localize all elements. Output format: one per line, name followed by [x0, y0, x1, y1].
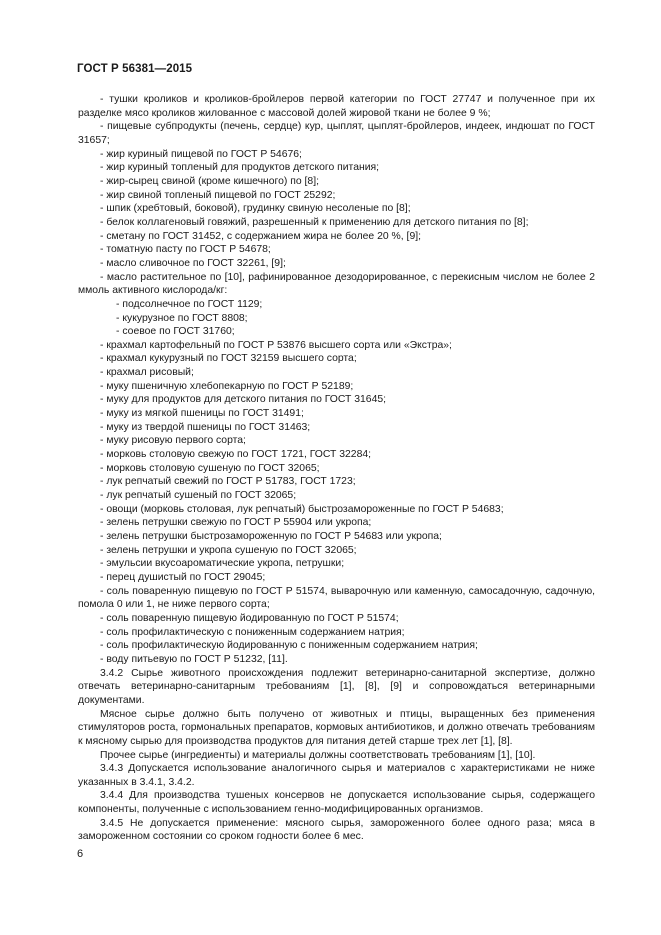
paragraph: 3.4.3 Допускается использование аналогичного сырья и материалов с характеристиками не ниже указанных в 3.4.1, 3.4.2.	[78, 763, 595, 788]
list-item: - муку пшеничную хлебопекарную по ГОСТ Р 52189;	[100, 380, 354, 392]
list-item: - соль поваренную пищевую йодированную по ГОСТ Р 51574;	[100, 612, 399, 624]
list-item: - жир свиной топленый пищевой по ГОСТ 25292;	[100, 189, 336, 201]
list-item: - муку для продуктов для детского питания по ГОСТ 31645;	[100, 394, 387, 406]
paragraph: - пищевые субпродукты (печень, сердце) кур, цыплят, цыплят-бройлеров, индеек, индюшат по ГОСТ 31657;	[78, 121, 595, 146]
list-item: - муку из мягкой пшеницы по ГОСТ 31491;	[100, 408, 304, 420]
list-item: - крахмал картофельный по ГОСТ Р 53876 высшего сорта или «Экстра»;	[100, 339, 452, 351]
list-item: - морковь столовую свежую по ГОСТ 1721, ГОСТ 32284;	[100, 449, 372, 461]
list-item: - масло сливочное по ГОСТ 32261, [9];	[100, 257, 286, 269]
paragraph: Мясное сырье должно быть получено от животных и птицы, выращенных без применения стимуляторов роста, гормональных препаратов, кормовых антибиотиков, и должно отвечать требованиям к мясному сырью для производства продуктов для питания детей старше трех лет [1], [8].	[78, 708, 595, 747]
list-item: - соль профилактическую йодированную с пониженным содержанием натрия;	[100, 640, 478, 652]
list-item: - подсолнечное по ГОСТ 1129;	[116, 298, 263, 310]
list-item: - муку из твердой пшеницы по ГОСТ 31463;	[100, 421, 311, 433]
list-item: - крахмал кукурузный по ГОСТ 32159 высшего сорта;	[100, 353, 357, 365]
paragraph: - масло растительное по [10], рафинированное дезодорированное, с перекисным числом не более 2 ммоль активного кислорода/кг:	[78, 271, 595, 297]
list-item: - крахмал рисовый;	[100, 367, 194, 379]
list-item: - кукурузное по ГОСТ 8808;	[116, 312, 248, 324]
list-item: - зелень петрушки и укропа сушеную по ГОСТ 32065;	[100, 544, 357, 556]
paragraph: - тушки кроликов и кроликов-бройлеров первой категории по ГОСТ 27747 и полученное при их разделке мясо кроликов жилованное с массовой долей жировой ткани не более 9 %;	[78, 94, 595, 119]
list-item: - сметану по ГОСТ 31452, с содержанием жира не более 20 %, [9];	[100, 230, 421, 242]
list-item: - томатную пасту по ГОСТ Р 54678;	[100, 244, 271, 256]
list-item: - воду питьевую по ГОСТ Р 51232, [11].	[100, 653, 288, 665]
list-item: - муку рисовую первого сорта;	[100, 435, 246, 447]
list-item: - жир куриный топленый для продуктов детского питания;	[100, 162, 380, 174]
list-item: - зелень петрушки быстрозамороженную по ГОСТ Р 54683 или укропа;	[100, 531, 442, 542]
list-item: - жир-сырец свиной (кроме кишечного) по [8];	[100, 175, 319, 187]
list-item: - овощи (морковь столовая, лук репчатый) быстрозамороженные по ГОСТ Р 54683;	[100, 503, 504, 515]
list-item: - шпик (хребтовый, боковой), грудинку свиную несоленые по [8];	[100, 203, 411, 215]
document-body	[78, 93, 595, 844]
paragraph: Прочее сырье (ингредиенты) и материалы должны соответствовать требованиям [1], [10].	[100, 749, 536, 761]
paragraph: 3.4.2 Сырье животного происхождения подлежит ветеринарно-санитарной экспертизе, должно отвечать ветеринарно-санитарным требованиям [1], [8], [9] и сопровождаться ветеринарными документами.	[78, 667, 595, 706]
document-code-header: ГОСТ Р 56381—2015	[77, 63, 193, 75]
list-item: - лук репчатый свежий по ГОСТ Р 51783, ГОСТ 1723;	[100, 476, 356, 488]
list-item: - соль профилактическую с пониженным содержанием натрия;	[100, 626, 405, 638]
paragraph: 3.4.4 Для производства тушеных консервов не допускается использование сырья, содержащего компоненты, полученные с использованием генно-модифицированных организмов.	[78, 790, 595, 816]
page-number: 6	[77, 848, 84, 860]
list-item: - соевое по ГОСТ 31760;	[116, 326, 235, 338]
list-item: - лук репчатый сушеный по ГОСТ 32065;	[100, 490, 297, 502]
list-item: - зелень петрушки свежую по ГОСТ Р 55904 или укропа;	[100, 517, 372, 529]
list-item: - эмульсии вкусоароматические укропа, петрушки;	[100, 558, 345, 570]
paragraph: 3.4.5 Не допускается применение: мясного сырья, замороженного более одного раза; мяса в замороженном состоянии со сроком годности более 6 мес.	[78, 817, 595, 843]
list-item: - белок коллагеновый говяжий, разрешенный к применению для детского питания по [8];	[100, 216, 529, 228]
list-item: - перец душистый по ГОСТ 29045;	[100, 571, 266, 583]
list-item: - морковь столовую сушеную по ГОСТ 32065;	[100, 462, 320, 474]
list-item: - жир куриный пищевой по ГОСТ Р 54676;	[100, 148, 302, 160]
paragraph: - соль поваренную пищевую по ГОСТ Р 51574, выварочную или каменную, самосадочную, садочную, помола 0 или 1, не ниже первого сорта;	[78, 585, 595, 611]
